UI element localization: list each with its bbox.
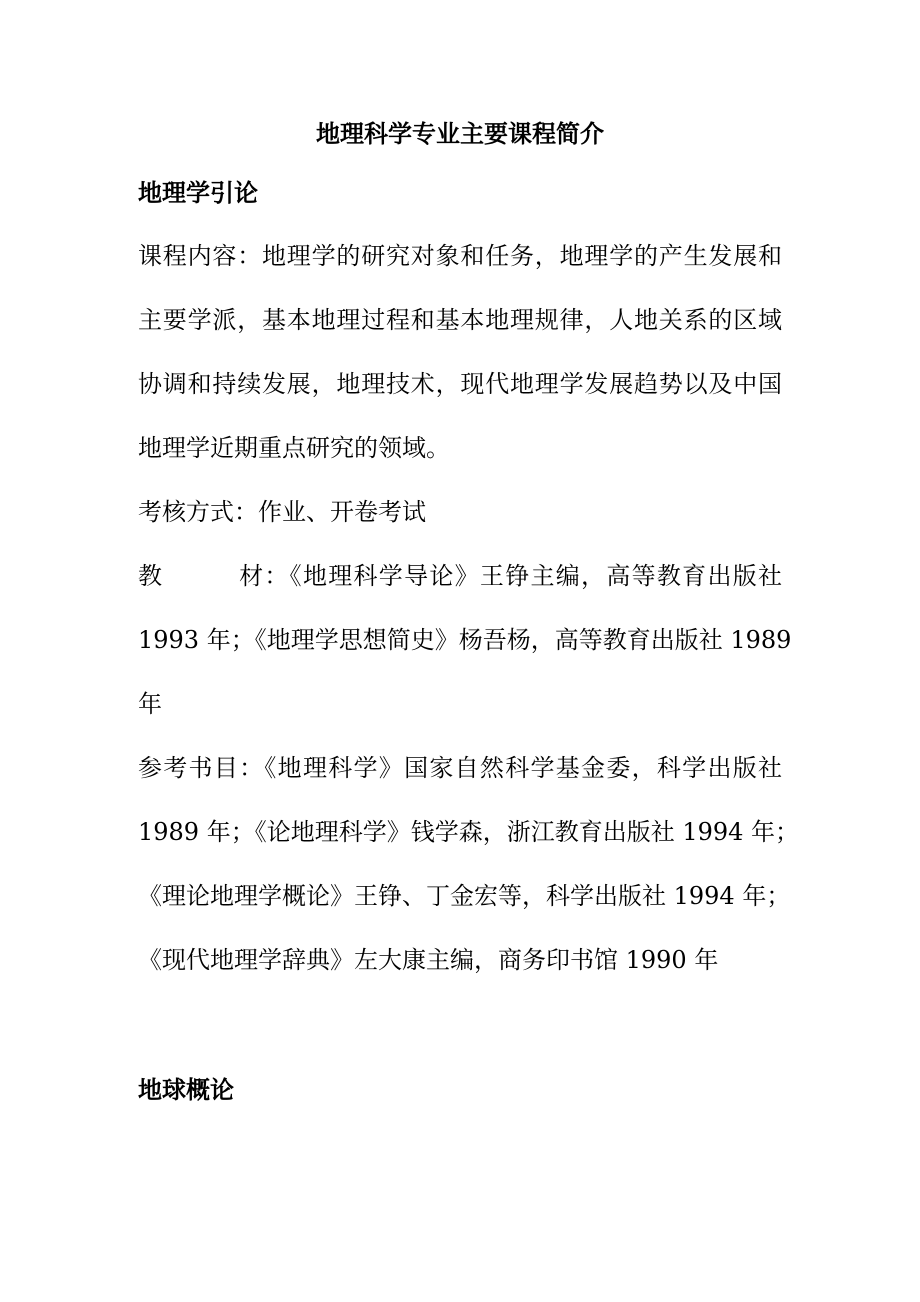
page-title: 地理科学专业主要课程简介: [316, 119, 604, 148]
reference-line: 《理论地理学概论》王铮、丁金宏等，科学出版社 1994 年；: [138, 882, 791, 910]
reference-line: 参考书目：《地理科学》国家自然科学基金委，科学出版社: [138, 754, 782, 782]
paragraph-line: 地理学近期重点研究的领域。: [138, 434, 450, 462]
textbook-line: 1993 年；《地理学思想简史》杨吾杨，高等教育出版社 1989: [138, 626, 792, 654]
textbook-line: 教 材：《地理科学导论》王铮主编，高等教育出版社: [138, 562, 782, 590]
assessment-line: 考核方式：作业、开卷考试: [138, 498, 426, 526]
reference-line: 《现代地理学辞典》左大康主编，商务印书馆 1990 年: [138, 946, 719, 974]
section-heading: 地球概论: [138, 1075, 234, 1104]
paragraph-line: 主要学派，基本地理过程和基本地理规律，人地关系的区域: [138, 306, 782, 334]
textbook-line: 年: [138, 690, 162, 718]
section-heading: 地理学引论: [138, 178, 258, 207]
paragraph-line: 课程内容：地理学的研究对象和任务，地理学的产生发展和: [138, 242, 782, 270]
paragraph-line: 协调和持续发展，地理技术，现代地理学发展趋势以及中国: [138, 370, 782, 398]
reference-line: 1989 年；《论地理科学》钱学森，浙江教育出版社 1994 年；: [138, 818, 800, 846]
